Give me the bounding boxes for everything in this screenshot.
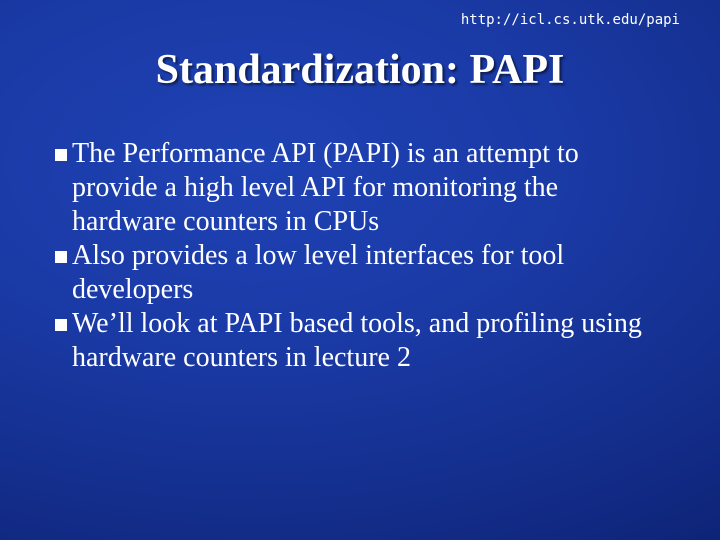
slide-title: Standardization: PAPI (155, 47, 565, 93)
square-bullet-icon (55, 251, 67, 263)
bullet-text: We’ll look at PAPI based tools, and profiling using hardware counters in lecture 2 (72, 308, 642, 373)
bullet-list (56, 137, 666, 375)
square-bullet-icon (55, 319, 67, 331)
bullet-text: The Performance API (PAPI) is an attempt to provide a high level API for monitoring the hardware counters in CPUs (72, 138, 579, 237)
bullet-item (56, 137, 666, 239)
slide-url: http://icl.cs.utk.edu/papi (460, 12, 680, 28)
bullet-text: Also provides a low level interfaces for tool developers (72, 240, 565, 305)
square-bullet-icon (55, 149, 67, 161)
bullet-item (56, 239, 666, 307)
bullet-item (56, 307, 666, 375)
